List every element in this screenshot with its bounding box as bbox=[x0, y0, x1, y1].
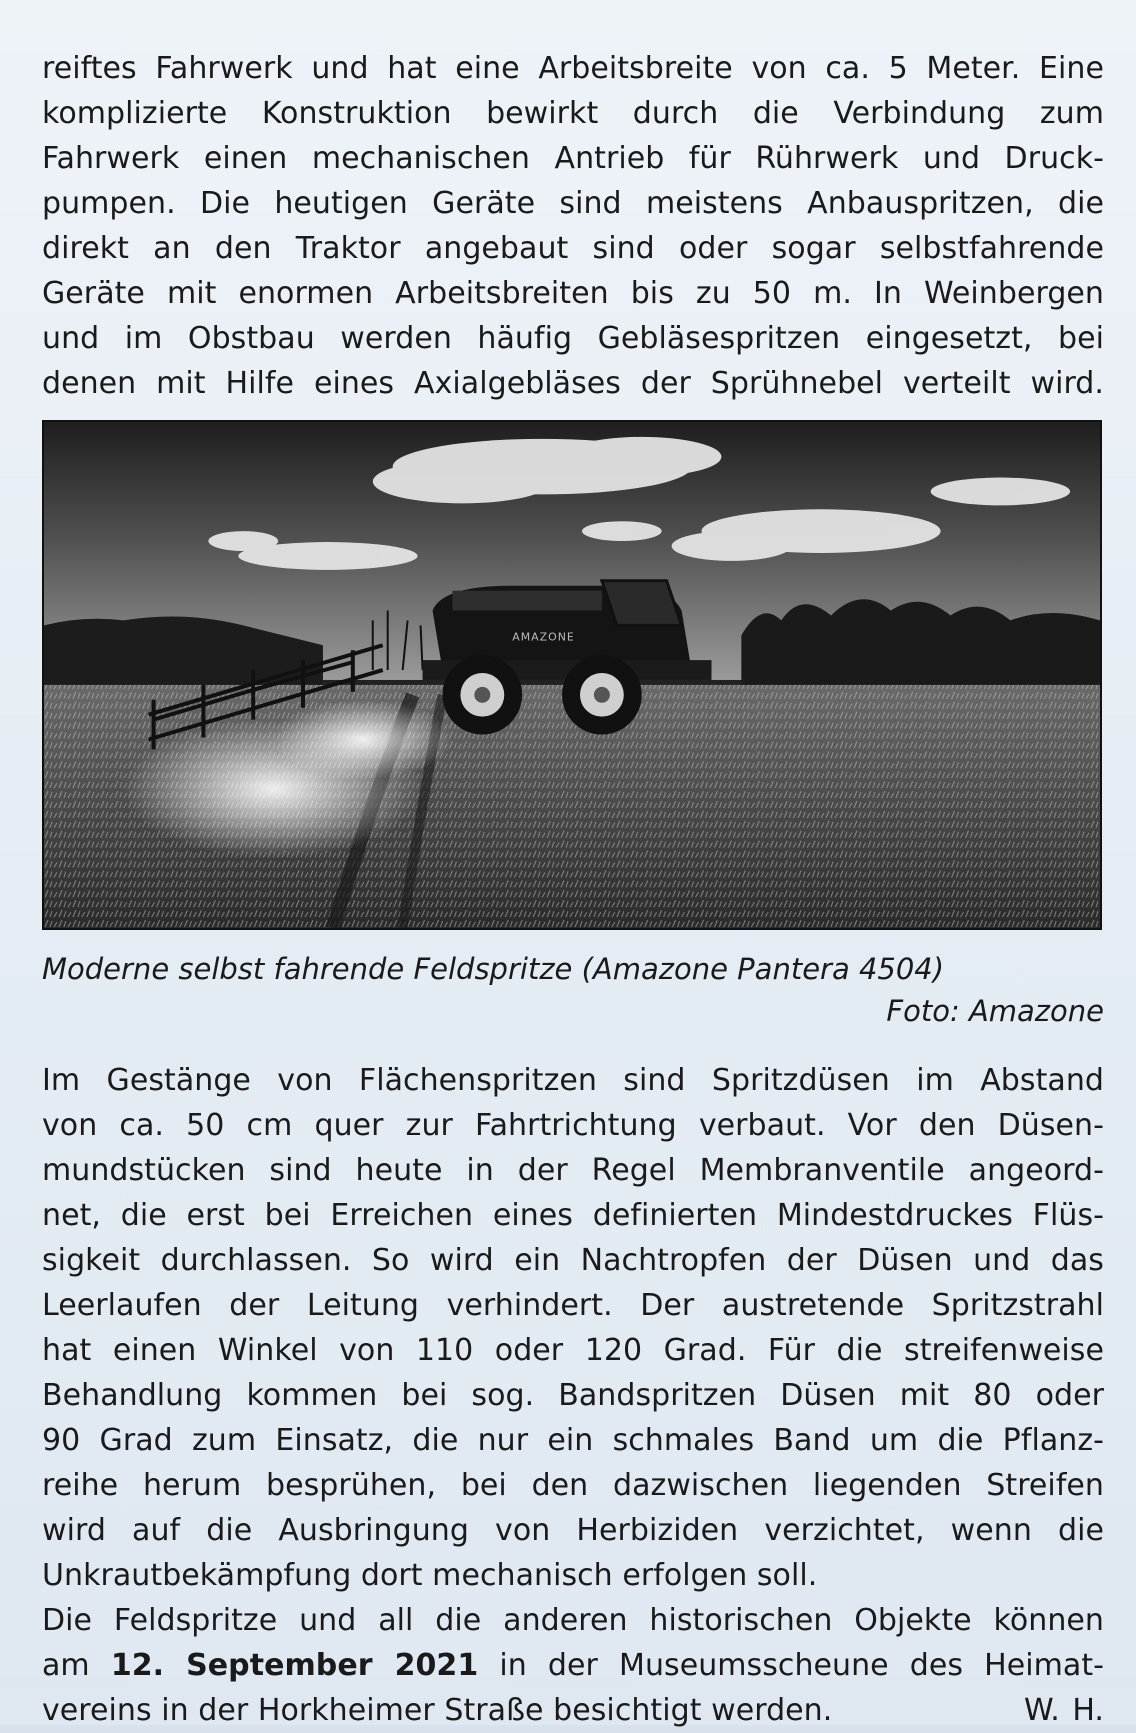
closing-line-2 bbox=[42, 1643, 1104, 1688]
text-line: hat einen Winkel von 110 oder 120 Grad. Für die streifenweise bbox=[42, 1333, 1104, 1368]
text-line: Leerlaufen der Leitung verhindert. Der austretende Spritzstrahl bbox=[42, 1288, 1104, 1323]
text-line: 90 Grad zum Einsatz, die nur ein schmales Band um die Pflanz- bbox=[42, 1423, 1104, 1458]
photo-credit: Foto: Amazone bbox=[886, 994, 1104, 1028]
text-line: und im Obstbau werden häufig Gebläsespritzen eingesetzt, bei bbox=[42, 321, 1104, 356]
field-sprayer-photo bbox=[42, 420, 1102, 930]
top-paragraph bbox=[42, 46, 1104, 406]
text-line: pumpen. Die heutigen Geräte sind meistens Anbauspritzen, die bbox=[42, 186, 1104, 221]
text-line: reihe herum besprühen, bei den dazwischen liegenden Streifen bbox=[42, 1468, 1104, 1503]
text-line: wird auf die Ausbringung von Herbiziden verzichtet, wenn die bbox=[42, 1513, 1104, 1548]
event-date: 12. September 2021 bbox=[110, 1648, 479, 1683]
machine-brand-label: AMAZONE bbox=[512, 630, 575, 644]
author-signature: W. H. bbox=[1024, 1693, 1104, 1728]
text-line: Unkrautbekämpfung dort mechanisch erfolgen soll. bbox=[42, 1558, 818, 1593]
text-line: Behandlung kommen bei sog. Bandspritzen Düsen mit 80 oder bbox=[42, 1378, 1104, 1413]
text-line: net, die erst bei Erreichen eines definierten Mindestdruckes Flüs- bbox=[42, 1198, 1104, 1233]
field-sprayer-illustration bbox=[44, 422, 1100, 928]
body-paragraph bbox=[42, 1058, 1104, 1733]
text-line: direkt an den Traktor angebaut sind oder sogar selbstfahrende bbox=[42, 231, 1104, 266]
closing-line-1: Die Feldspritze und all die anderen historischen Objekte können bbox=[42, 1603, 1104, 1638]
text-line: komplizierte Konstruktion bewirkt durch die Verbindung zum bbox=[42, 96, 1104, 131]
closing-prefix: am bbox=[42, 1648, 90, 1683]
closing-text: vereins in der Horkheimer Straße besichtigt werden. bbox=[42, 1693, 833, 1728]
text-line: Geräte mit enormen Arbeitsbreiten bis zu 50 m. In Weinbergen bbox=[42, 276, 1104, 311]
text-line: reiftes Fahrwerk und hat eine Arbeitsbreite von ca. 5 Meter. Eine bbox=[42, 51, 1104, 86]
text-line: denen mit Hilfe eines Axialgebläses der Sprühnebel verteilt wird. bbox=[42, 366, 1104, 401]
text-line: mundstücken sind heute in der Regel Membranventile angeord- bbox=[42, 1153, 1104, 1188]
photo-caption: Moderne selbst fahrende Feldspritze (Amazone Pantera 4504) bbox=[42, 952, 945, 986]
text-line: Im Gestänge von Flächenspritzen sind Spritzdüsen im Abstand bbox=[42, 1063, 1104, 1098]
text-line: Fahrwerk einen mechanischen Antrieb für Rührwerk und Druck- bbox=[42, 141, 1104, 176]
text-line: sigkeit durchlassen. So wird ein Nachtropfen der Düsen und das bbox=[42, 1243, 1104, 1278]
closing-line-3 bbox=[42, 1688, 1104, 1733]
text-line: von ca. 50 cm quer zur Fahrtrichtung verbaut. Vor den Düsen- bbox=[42, 1108, 1104, 1143]
closing-location: in der Museumsscheune des Heimat- bbox=[499, 1648, 1104, 1683]
